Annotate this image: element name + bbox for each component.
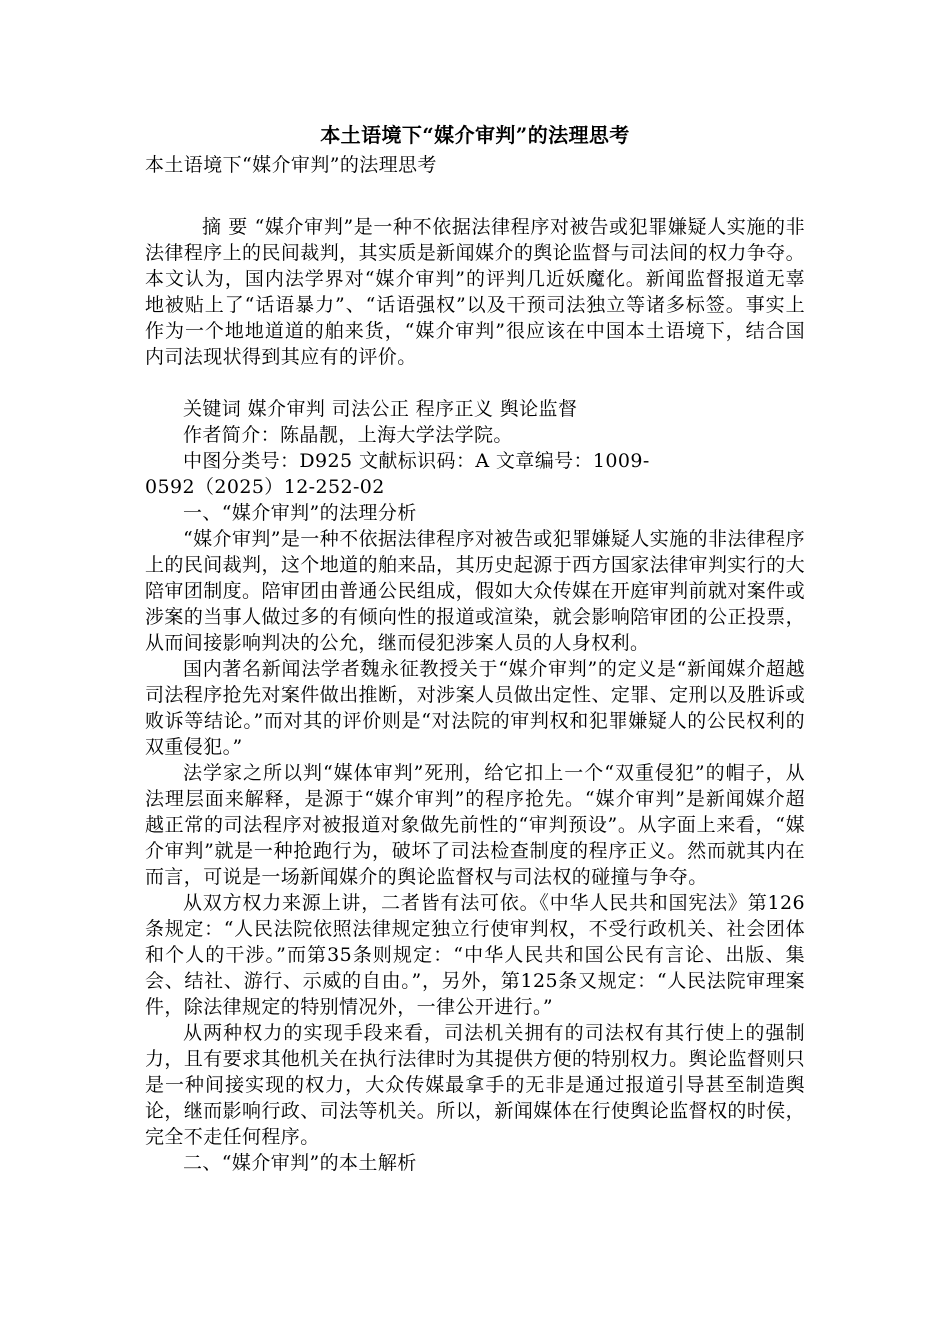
- classification-line-1: 中图分类号：D925 文献标识码：A 文章编号：1009-: [183, 450, 650, 472]
- classification-line-2: 0592（2025）12-252-02: [145, 476, 385, 498]
- body-paragraph-2: 国内著名新闻法学者魏永征教授关于“媒介审判”的定义是“新闻媒介超越司法程序抢先对案件做出推断，对涉案人员做出定性、定罪、定刑以及胜诉或败诉等结论。”而对其的评价则是“对法院的审判权和犯罪嫌疑人的公民权利的双重侵犯。”: [145, 658, 805, 758]
- document-title: 本土语境下“媒介审判”的法理思考: [320, 123, 630, 147]
- document-page: [145, 120, 805, 1176]
- abstract-paragraph: 摘 要 “媒介审判”是一种不依据法律程序对被告或犯罪嫌疑人实施的非法律程序上的民间裁判，其实质是新闻媒介的舆论监督与司法间的权力争夺。本文认为，国内法学界对“媒介审判”的评判几近妖魔化。新闻监督报道无辜地被贴上了“话语暴力”、“话语强权”以及干预司法独立等诸多标签。事实上作为一个地地道道的舶来货，“媒介审判”很应该在中国本土语境下，结合国内司法现状得到其应有的评价。: [145, 216, 805, 368]
- body-paragraph-3: 法学家之所以判“媒体审判”死刑，给它扣上一个“双重侵犯”的帽子，从法理层面来解释，是源于“媒介审判”的程序抢先。“媒介审判”是新闻媒介超越正常的司法程序对被报道对象做先前性的“审判预设”。从字面上来看，“媒介审判”就是一种抢跑行为，破坏了司法检查制度的程序正义。然而就其内在而言，可说是一场新闻媒介的舆论监督权与司法权的碰撞与争夺。: [145, 762, 805, 888]
- classification-line: [145, 448, 805, 500]
- body-paragraph-4: 从双方权力来源上讲，二者皆有法可依。《中华人民共和国宪法》第126条规定：“人民法院依照法律规定独立行使审判权，不受行政机关、社会团体和个人的干涉。”而第35条则规定：“中华人民共和国公民有言论、出版、集会、结社、游行、示威的自由。”，另外，第125条又规定：“人民法院审理案件，除法律规定的特别情况外，一律公开进行。”: [145, 892, 805, 1018]
- body-paragraph-5: 从两种权力的实现手段来看，司法机关拥有的司法权有其行使上的强制力，且有要求其他机关在执行法律时为其提供方便的特别权力。舆论监督则只是一种间接实现的权力，大众传媒最拿手的无非是通过报道引导甚至制造舆论，继而影响行政、司法等机关。所以，新闻媒体在行使舆论监督权的时侯，完全不走任何程序。: [145, 1022, 805, 1148]
- author-line: 作者简介：陈晶靓，上海大学法学院。: [183, 424, 513, 446]
- document-subtitle: 本土语境下“媒介审判”的法理思考: [145, 154, 437, 176]
- body-paragraph-1: “媒介审判”是一种不依据法律程序对被告或犯罪嫌疑人实施的非法律程序上的民间裁判，这个地道的舶来品，其历史起源于西方国家法律审判实行的大陪审团制度。陪审团由普通公民组成，假如大众传媒在开庭审判前就对案件或涉案的当事人做过多的有倾向性的报道或渲染，就会影响陪审团的公正投票，从而间接影响判决的公允，继而侵犯涉案人员的人身权利。: [145, 528, 805, 654]
- section-2-heading: 二、“媒介审判”的本土解析: [183, 1152, 417, 1174]
- section-1-heading: 一、“媒介审判”的法理分析: [183, 502, 417, 524]
- keywords-line: 关键词 媒介审判 司法公正 程序正义 舆论监督: [183, 398, 578, 420]
- spacer: [145, 370, 805, 396]
